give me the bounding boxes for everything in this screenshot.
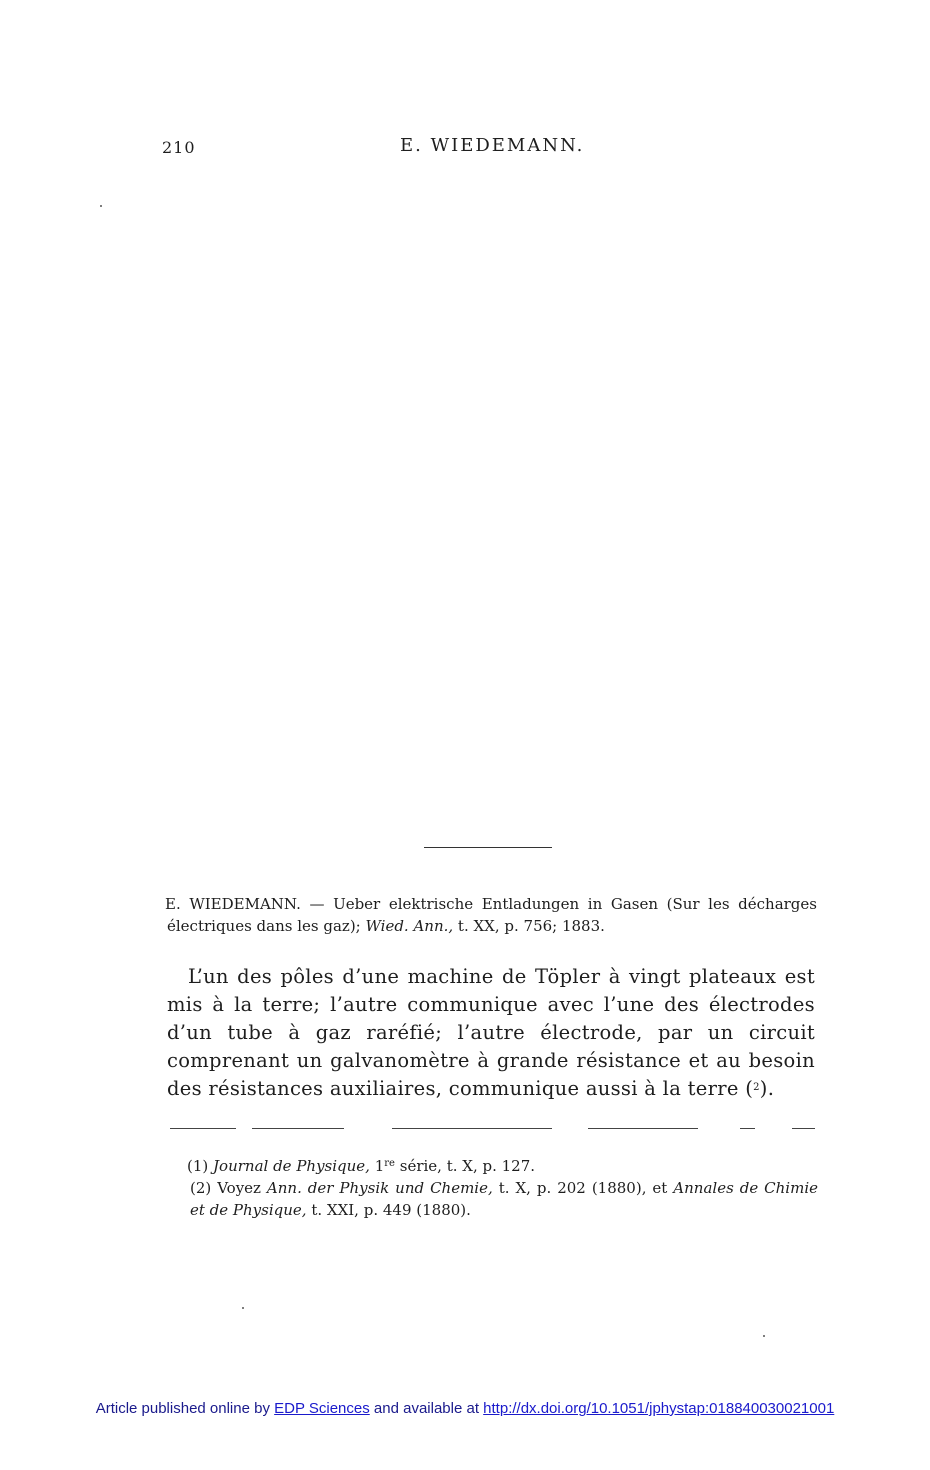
doi-link[interactable]: http://dx.doi.org/10.1051/jphystap:018840030021001 xyxy=(483,1400,835,1417)
footnote-marker: (1) xyxy=(187,1157,209,1175)
footnote-2 xyxy=(170,1177,818,1221)
reference-title: Ueber elektrische Entladungen in Gasen xyxy=(333,895,658,913)
footnote-series-sup: re xyxy=(384,1158,395,1169)
footnote-rest: t. XXI, p. 449 (1880). xyxy=(306,1201,471,1219)
footnote-journal-a: Ann. der Physik und Chemie, xyxy=(266,1179,493,1197)
footnote-rest: série, t. X, p. 127. xyxy=(394,1157,536,1175)
footnote-reference: 2 xyxy=(753,1082,760,1093)
paragraph-text: L’un des pôles d’une machine de Töpler à vingt plateaux est mis à la terre; l’autre communique avec l’une des électrodes d’un tube à gaz raréfié; l’autre électrode, par un circuit comprenant un galvanomètre à grande résistance et au besoin des résistances auxiliaires, communique aussi à la terre xyxy=(167,965,815,1100)
publisher-middle: and available at xyxy=(369,1400,484,1417)
reference-author: E. WIEDEMANN. xyxy=(165,895,301,913)
body-paragraph: L’un des pôles d’une machine de Töpler à vingt plateaux est mis à la terre; l’autre communique avec l’une des électrodes d’un tube à gaz raréfié; l’autre électrode, par un circuit comprenant un galvanomètre à grande résistance et au besoin des résistances auxiliaires, communique aussi à la terre ($^2$). xyxy=(167,965,815,1100)
footnote-journal: Journal de Physique, xyxy=(213,1157,370,1175)
section-divider xyxy=(424,847,552,848)
publisher-prefix: Article published online by xyxy=(95,1400,275,1417)
footnote-marker: (2) xyxy=(190,1179,212,1197)
publisher-notice xyxy=(0,1400,930,1417)
scan-speck xyxy=(100,205,102,207)
footnote-series: 1 xyxy=(374,1157,385,1175)
bibliographic-reference xyxy=(167,893,817,937)
footnote-mid: t. X, p. 202 (1880), et xyxy=(492,1179,674,1197)
running-head: E. WIEDEMANN. xyxy=(400,135,585,156)
reference-details: t. XX, p. 756; 1883. xyxy=(453,917,605,935)
scan-speck xyxy=(242,1307,244,1309)
footnote-prefix: Voyez xyxy=(217,1179,267,1197)
reference-journal: Wied. Ann., xyxy=(365,917,454,935)
footnote-journal-b: Annales de Chimie et de Physique, xyxy=(190,1179,818,1219)
page-number: 210 xyxy=(162,138,196,157)
scan-speck xyxy=(763,1335,765,1337)
reference-translation: (Sur les décharges électriques dans les gaz); xyxy=(167,895,817,935)
publisher-link[interactable]: EDP Sciences xyxy=(274,1400,370,1417)
reference-dash: — xyxy=(300,895,334,913)
footnotes xyxy=(170,1155,818,1221)
footnote-1 xyxy=(170,1155,818,1177)
paragraph-end: ). xyxy=(759,1077,775,1100)
footnote-separator xyxy=(170,1128,815,1129)
